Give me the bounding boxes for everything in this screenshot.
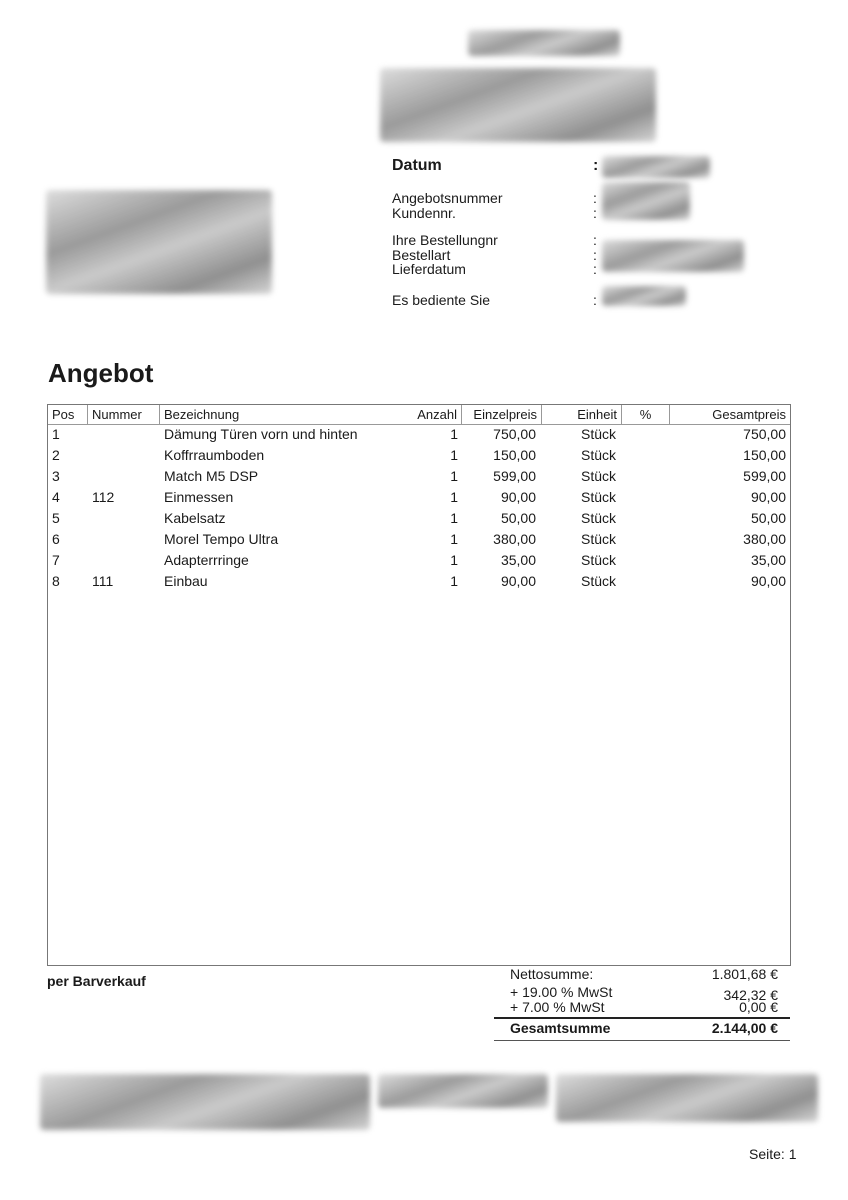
datum-label: Datum: [392, 157, 442, 174]
gesamt-label: Gesamtsumme: [510, 1020, 611, 1036]
cell-einzelpreis: 35,00: [500, 552, 536, 568]
cell-einzelpreis: 90,00: [500, 573, 536, 589]
cell-einzelpreis: 599,00: [493, 468, 536, 484]
cell-einzelpreis: 90,00: [500, 489, 536, 505]
table-header: [48, 405, 790, 425]
cell-einheit: Stück: [580, 510, 616, 526]
cell-gesamtpreis: 50,00: [750, 510, 786, 526]
mwst19-label: + 19.00 % MwSt: [510, 984, 613, 1000]
cell-gesamtpreis: 750,00: [743, 426, 786, 442]
cell-pos: 4: [52, 489, 60, 505]
netto-label: Nettosumme:: [510, 966, 594, 982]
netto-value: 1.801,68 €: [711, 966, 778, 982]
cell-einheit: Stück: [580, 573, 616, 589]
header-nummer: Nummer: [88, 405, 160, 424]
lieferdatum-colon: :: [593, 261, 597, 277]
header-einzelpreis: Einzelpreis: [462, 405, 542, 424]
kundennr-colon: :: [593, 205, 597, 221]
cell-pos: 3: [52, 468, 60, 484]
cell-einzelpreis: 380,00: [493, 531, 536, 547]
mwst19-value: 342,32 €: [723, 987, 778, 1003]
header-prozent: %: [622, 405, 670, 424]
document-title: Angebot: [48, 358, 154, 388]
netto-row: [510, 966, 778, 983]
table-row: [48, 466, 790, 487]
redacted-bediente-value: [602, 286, 686, 306]
cell-bezeichnung: Einbau: [164, 573, 208, 589]
cell-pos: 1: [52, 426, 60, 442]
mwst7-row: [510, 999, 778, 1015]
cell-einheit: Stück: [580, 468, 616, 484]
redacted-company-address: [380, 68, 656, 142]
redacted-angebot-values: [602, 182, 690, 220]
bestellart-label: Bestellart: [392, 247, 451, 263]
cell-einheit: Stück: [580, 552, 616, 568]
kundennr-label: Kundennr.: [392, 205, 456, 221]
cell-bezeichnung: Einmessen: [164, 489, 234, 505]
lieferdatum-label: Lieferdatum: [392, 261, 466, 277]
cell-pos: 6: [52, 531, 60, 547]
cell-anzahl: 1: [450, 552, 458, 568]
cell-einheit: Stück: [580, 426, 616, 442]
cell-bezeichnung: Match M5 DSP: [164, 468, 259, 484]
mwst7-value: 0,00 €: [739, 999, 778, 1015]
cell-bezeichnung: Dämung Türen vorn und hinten: [164, 426, 358, 442]
table-row: [48, 529, 790, 550]
header-pos: Pos: [48, 405, 88, 424]
table-row: [48, 487, 790, 508]
cell-bezeichnung: Koffrraumboden: [164, 447, 265, 463]
datum-colon: :: [593, 157, 599, 174]
bestellart-colon: :: [593, 247, 597, 263]
cell-einheit: Stück: [580, 531, 616, 547]
table-row: [48, 445, 790, 466]
cell-gesamtpreis: 380,00: [743, 531, 786, 547]
angebotsnummer-colon: :: [593, 190, 597, 206]
cell-gesamtpreis: 90,00: [750, 573, 786, 589]
cell-pos: 8: [52, 573, 60, 589]
cell-pos: 7: [52, 552, 60, 568]
cell-bezeichnung: Kabelsatz: [164, 510, 226, 526]
cell-einzelpreis: 750,00: [493, 426, 536, 442]
cell-gesamtpreis: 150,00: [743, 447, 786, 463]
cell-anzahl: 1: [450, 447, 458, 463]
redacted-customer-address: [46, 190, 272, 294]
redacted-footer-left: [40, 1074, 370, 1130]
table-row: [48, 508, 790, 529]
cell-einheit: Stück: [580, 447, 616, 463]
cell-pos: 2: [52, 447, 60, 463]
gesamt-value: 2.144,00 €: [711, 1020, 778, 1036]
mwst7-label: + 7.00 % MwSt: [510, 999, 605, 1015]
cell-bezeichnung: Morel Tempo Ultra: [164, 531, 279, 547]
cell-anzahl: 1: [450, 426, 458, 442]
cell-gesamtpreis: 90,00: [750, 489, 786, 505]
cell-bezeichnung: Adapterrringe: [164, 552, 249, 568]
table-row: [48, 424, 790, 445]
gesamt-row: [510, 1020, 778, 1037]
totals-underline: [494, 1040, 790, 1041]
cell-anzahl: 1: [450, 510, 458, 526]
angebotsnummer-label: Angebotsnummer: [392, 190, 503, 206]
cell-anzahl: 1: [450, 531, 458, 547]
cell-anzahl: 1: [450, 468, 458, 484]
redacted-datum-value: [602, 156, 710, 178]
redacted-bestellung-values: [602, 240, 744, 272]
table-row: [48, 571, 790, 592]
header-einheit: Einheit: [542, 405, 622, 424]
header-bezeichnung: Bezeichnung: [160, 405, 462, 424]
cell-einzelpreis: 50,00: [500, 510, 536, 526]
cell-gesamtpreis: 35,00: [750, 552, 786, 568]
payment-method: per Barverkauf: [47, 973, 146, 989]
cell-anzahl: 1: [450, 573, 458, 589]
header-anzahl: Anzahl: [400, 405, 462, 424]
cell-anzahl: 1: [450, 489, 458, 505]
header-gesamtpreis: Gesamtpreis: [712, 407, 786, 422]
redacted-footer-middle: [378, 1074, 548, 1108]
cell-nummer: 111: [92, 573, 114, 589]
bediente-label: Es bediente Sie: [392, 292, 491, 308]
cell-nummer: 112: [92, 489, 115, 505]
bestellungnr-label: Ihre Bestellungnr: [392, 232, 498, 248]
redacted-company-name: [468, 30, 620, 56]
page-number: Seite: 1: [749, 1146, 797, 1162]
table-row: [48, 550, 790, 571]
items-table: [47, 404, 791, 966]
redacted-footer-right: [556, 1074, 818, 1122]
cell-einzelpreis: 150,00: [493, 447, 536, 463]
bestellungnr-colon: :: [593, 232, 597, 248]
mwst19-row: [510, 984, 778, 1003]
totals-divider: [494, 1017, 790, 1019]
cell-pos: 5: [52, 510, 60, 526]
cell-einheit: Stück: [580, 489, 616, 505]
cell-gesamtpreis: 599,00: [743, 468, 786, 484]
bediente-colon: :: [593, 292, 597, 308]
